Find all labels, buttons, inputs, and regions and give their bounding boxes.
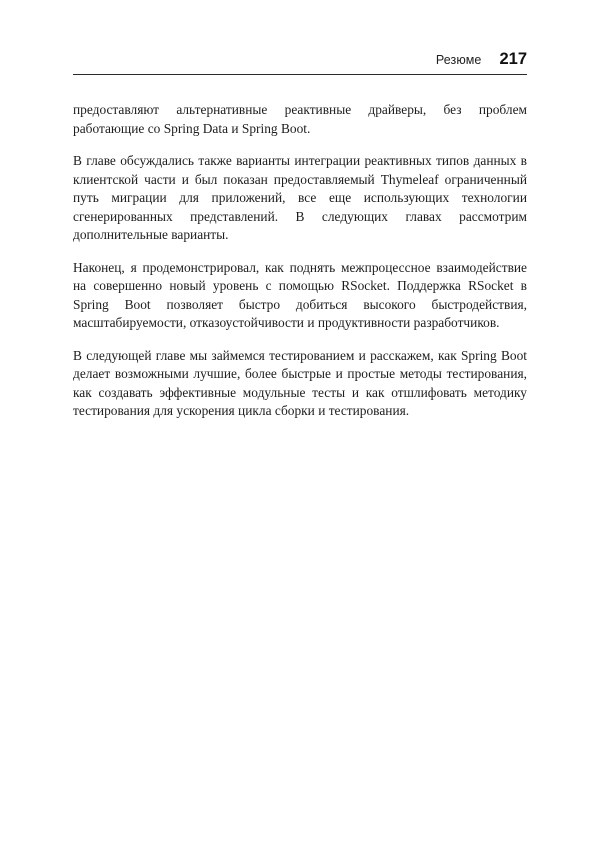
running-header [73,50,527,72]
body-text [73,101,527,435]
header-divider [73,74,527,75]
paragraph-1: предоставляют альтернативные реактивные драйверы, без проблем работающие со Spring Data и Spring Boot. [73,102,527,136]
page-number: 217 [499,50,527,68]
section-title: Резюме [435,53,482,67]
paragraph-4: В следующей главе мы займемся тестированием и расскажем, как Spring Boot делает возможными лучшие, более быстрые и простые методы тестирования, как создавать эффективные модульные тесты и как отшлифовать методику тестирования для ускорения цикла сборки и тестирования. [73,347,527,418]
paragraph-2: В главе обсуждались также варианты интеграции реактивных типов данных в клиентской части и был показан предоставляемый Thymeleaf ограниченный путь миграции для приложений, все еще использующих технологии сгенерированных представлений. В следующих главах рассмотрим дополнительные варианты. [73,153,527,242]
paragraph-3: Наконец, я продемонстрировал, как поднять межпроцессное взаимодействие на совершенно новый уровень с помощью RSocket. Поддержка RSocket в Spring Boot позволяет быстро добиться высокого быстродействия, масштабируемости, отказоустойчивости и продуктивности разработчиков. [73,259,527,330]
